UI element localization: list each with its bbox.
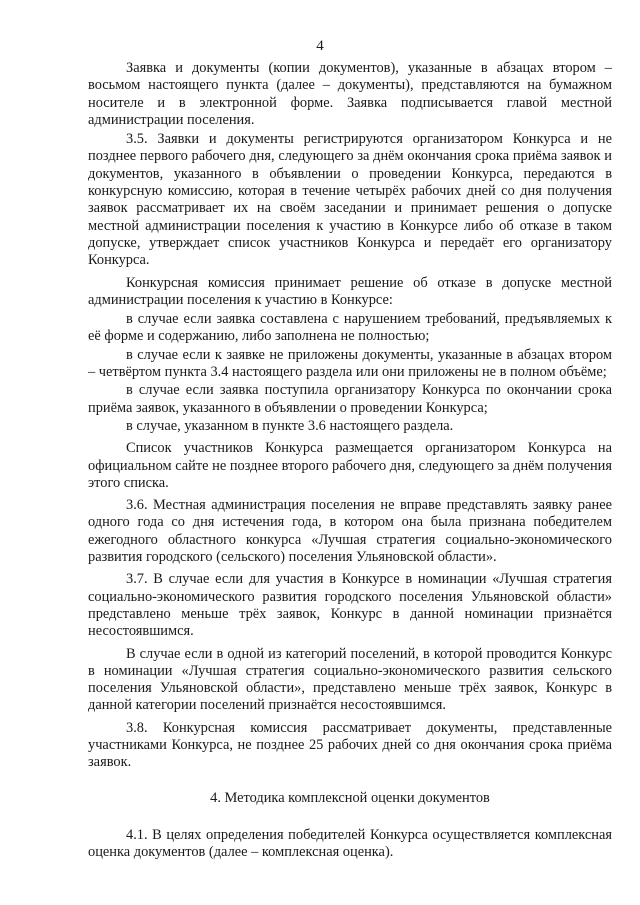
paragraph: 3.8. Конкурсная комиссия рассматривает документы, представленные участниками Конкурса, не позднее 25 рабочих дней со дня окончания срока приёма заявок. (88, 719, 612, 771)
paragraph: Конкурсная комиссия принимает решение об отказе в допуске местной администрации поселения к участию в Конкурсе: (88, 274, 612, 308)
paragraph: Заявка и документы (копии документов), указанные в абзацах втором – восьмом настоящего пункта (далее – документы), представляются на бумажном носителе и в электронной форме. Заявка подписывается главой местной администрации поселения. (88, 60, 612, 128)
document-body (88, 60, 612, 863)
list-item: в случае если заявка поступила организатору Конкурса по окончании срока приёма заявок, указанного в объявлении о проведении Конкурса; (88, 382, 612, 416)
paragraph: 3.6. Местная администрация поселения не вправе представлять заявку ранее одного года со дня истечения года, в котором она была признана победителем ежегодного областного конкурса «Лучшая стратегия социально-экономического развития городского (сельского) поселения Ульяновской области». (88, 497, 612, 566)
paragraph: В случае если в одной из категорий поселений, в которой проводится Конкурс в номинации «Лучшая стратегия социально-экономического развития сельского поселения Ульяновской области», представлено меньше трёх заявок, Конкурс в данной категории поселений признаётся несостоявшимся. (88, 645, 612, 714)
paragraph: 4.1. В целях определения победителей Конкурса осуществляется комплексная оценка документов (далее – комплексная оценка). (88, 826, 612, 861)
section-heading: 4. Методика комплексной оценки документов (210, 789, 490, 806)
paragraph: 3.7. В случае если для участия в Конкурсе в номинации «Лучшая стратегия социально-экономического развития городского поселения Ульяновской области» представлено меньше трёх заявок, Конкурс в данной номинации признаётся несостоявшимся. (88, 571, 612, 640)
list-item: в случае если к заявке не приложены документы, указанные в абзацах втором – четвёртом пункта 3.4 настоящего раздела или они приложены не в полном объёме; (88, 346, 612, 381)
list-item: в случае, указанном в пункте 3.6 настоящего раздела. (126, 417, 454, 434)
paragraph: 3.5. Заявки и документы регистрируются организатором Конкурса и не позднее первого рабочего дня, следующего за днём окончания срока приёма заявок и документов, указанного в объявлении о проведении Конкурса, передаются в конкурсную комиссию, которая в течение четырёх рабочих дней со дня получения заявок рассматривает их на своём заседании и принимает решения о допуске местной администрации поселения к участию в Конкурсе либо об отказе в таком допуске, утверждает список участников Конкурса и передаёт его организатору Конкурса. (88, 131, 612, 269)
page-number: 4 (316, 38, 324, 54)
list-item: в случае если заявка составлена с нарушением требований, предъявляемых к её форме и содержанию, либо заполнена не полностью; (88, 311, 612, 345)
paragraph: Список участников Конкурса размещается организатором Конкурса на официальном сайте не позднее второго рабочего дня, следующего за днём получения этого списка. (88, 440, 612, 491)
